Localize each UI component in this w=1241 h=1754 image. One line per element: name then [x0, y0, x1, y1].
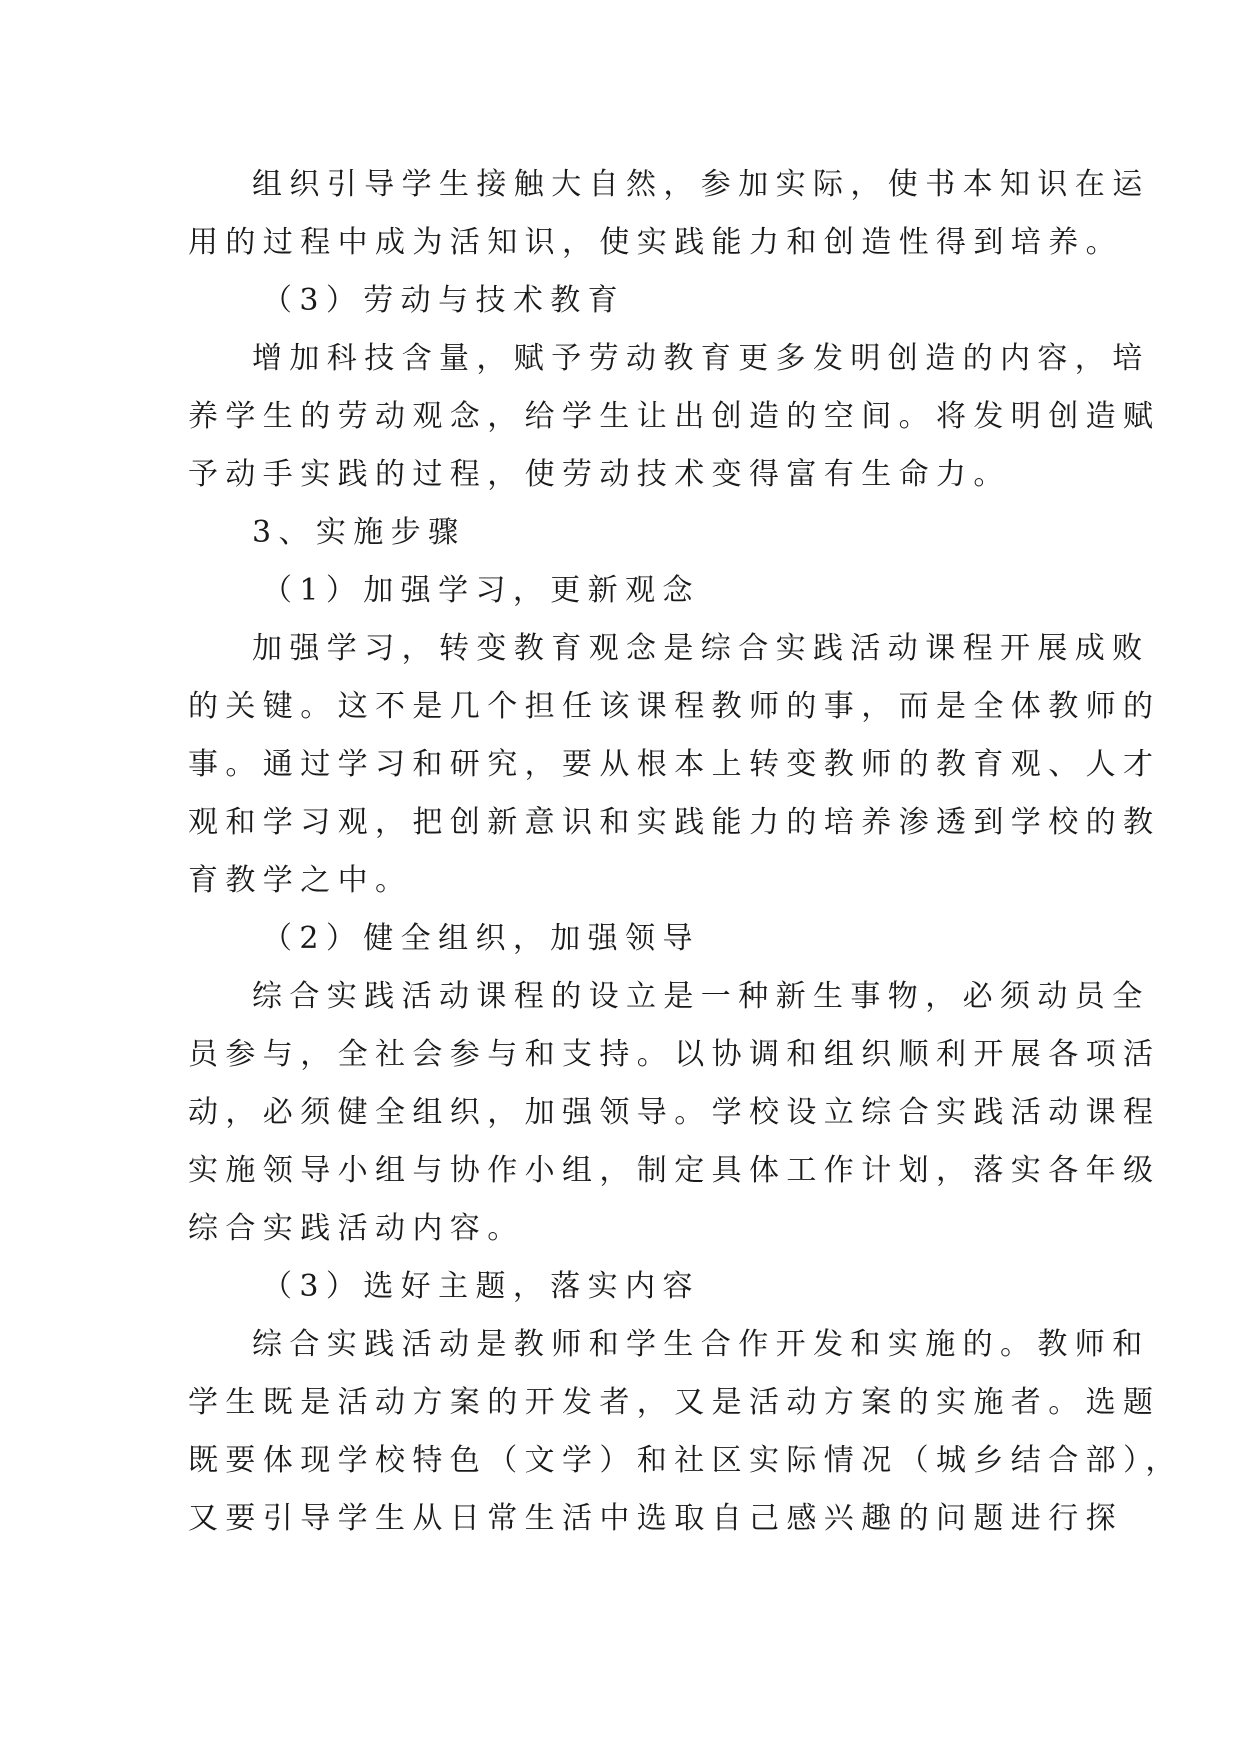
paragraph-line: 动，必须健全组织，加强领导。学校设立综合实践活动课程: [188, 1095, 1161, 1130]
paragraph-line: 育教学之中。: [188, 863, 413, 898]
subheading: （2）健全组织，加强领导: [262, 921, 700, 956]
paragraph-line: 实施领导小组与协作小组，制定具体工作计划，落实各年级: [188, 1153, 1161, 1188]
section-heading: 3、实施步骤: [252, 515, 466, 550]
paragraph-line: 加强学习，转变教育观念是综合实践活动课程开展成败: [252, 631, 1150, 666]
paragraph-line: 综合实践活动是教师和学生合作开发和实施的。教师和: [252, 1327, 1150, 1362]
subheading: （3）选好主题，落实内容: [262, 1269, 700, 1304]
paragraph-line: 养学生的劳动观念，给学生让出创造的空间。将发明创造赋: [188, 399, 1161, 434]
paragraph-line: 的关键。这不是几个担任该课程教师的事，而是全体教师的: [188, 689, 1161, 724]
paragraph-line: 综合实践活动课程的设立是一种新生事物，必须动员全: [252, 979, 1150, 1014]
paragraph-line: 予动手实践的过程，使劳动技术变得富有生命力。: [188, 457, 1011, 492]
subheading: （3）劳动与技术教育: [262, 283, 626, 318]
paragraph-line: 用的过程中成为活知识，使实践能力和创造性得到培养。: [188, 225, 1123, 260]
paragraph-line: 综合实践活动内容。: [188, 1211, 525, 1246]
paragraph-line: 观和学习观，把创新意识和实践能力的培养渗透到学校的教: [188, 805, 1161, 840]
paragraph-line: 增加科技含量，赋予劳动教育更多发明创造的内容，培: [252, 341, 1150, 376]
paragraph-line: 学生既是活动方案的开发者，又是活动方案的实施者。选题: [188, 1385, 1161, 1420]
paragraph-line: 又要引导学生从日常生活中选取自己感兴趣的问题进行探: [188, 1501, 1123, 1536]
paragraph-line: 员参与，全社会参与和支持。以协调和组织顺利开展各项活: [188, 1037, 1161, 1072]
subheading: （1）加强学习，更新观念: [262, 573, 700, 608]
paragraph-line: 既要体现学校特色（文学）和社区实际情况（城乡结合部），: [188, 1443, 1183, 1478]
paragraph-line: 事。通过学习和研究，要从根本上转变教师的教育观、人才: [188, 747, 1161, 782]
paragraph-line: 组织引导学生接触大自然，参加实际，使书本知识在运: [252, 167, 1150, 202]
